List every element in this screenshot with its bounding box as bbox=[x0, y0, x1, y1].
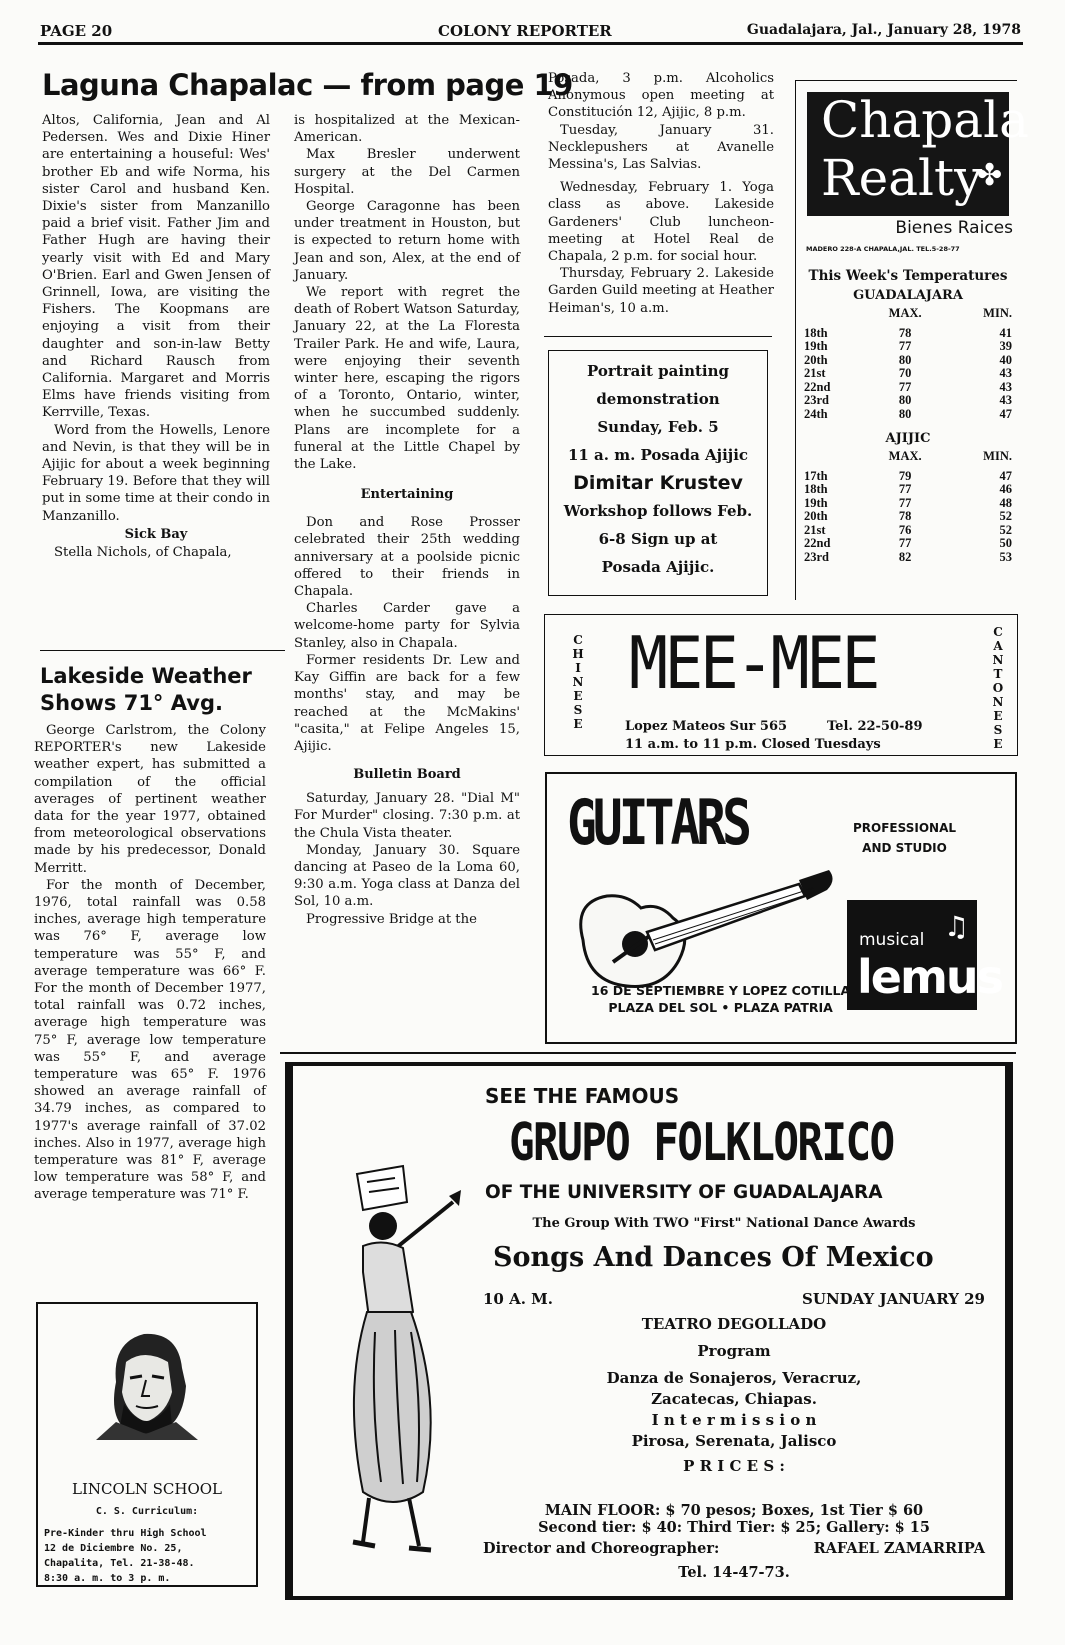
laguna-paragraph: Word from the Howells, Lenore and Nevin, is that they will be in Ajijic for about a week beginning February 19. Before that they will put in some time at their condo in Manzanillo. bbox=[42, 422, 270, 524]
column-rule bbox=[40, 650, 285, 651]
sick-bay-heading: Sick Bay bbox=[124, 526, 188, 542]
portrait-painting-ad bbox=[548, 350, 768, 596]
temp-row bbox=[804, 551, 1012, 565]
temp-row bbox=[804, 367, 1012, 381]
temp-max: 80 bbox=[898, 406, 912, 421]
folklorico-price-line: MAIN FLOOR: $ 70 pesos; Boxes, 1st Tier $ 60 bbox=[544, 1502, 924, 1519]
folklorico-director: RAFAEL ZAMARRIPA bbox=[813, 1540, 985, 1557]
bulletin-item: Saturday, January 28. "Dial M" For Murder" closing. 7:30 p.m. at the Chula Vista theater. bbox=[294, 791, 520, 841]
masthead: COLONY REPORTER bbox=[438, 22, 612, 40]
temp-max: 77 bbox=[898, 495, 912, 510]
folklorico-program-item: Pirosa, Serenata, Jalisco bbox=[631, 1432, 837, 1450]
temp-day: 19th bbox=[804, 495, 828, 510]
folklorico-program-block bbox=[463, 1314, 1005, 1477]
temp-min: 43 bbox=[999, 393, 1012, 407]
temp-max: 80 bbox=[898, 352, 912, 367]
chapala-left-rule bbox=[795, 80, 796, 600]
temp-row bbox=[804, 483, 1012, 497]
bulletin-item: Progressive Bridge at the bbox=[306, 911, 477, 927]
bulletin-heading: Bulletin Board bbox=[353, 767, 461, 783]
temp-min: 47 bbox=[999, 406, 1012, 421]
weather-article bbox=[34, 722, 266, 1204]
guitars-ad bbox=[545, 772, 1017, 1044]
temperatures-heading: This Week's Temperatures bbox=[808, 268, 1008, 284]
chapala-address: MADERO 228-A CHAPALA,JAL. TEL.5-28-77 bbox=[806, 245, 960, 253]
weather-paragraph: For the month of December, 1976, total rainfall was 0.58 inches, average high temperature was 76° F, average low temperature was 55° F, and average temperature was 66° F. For the month of December 1977, total rainfall was 0.72 inches, average high temperature was 75° F, average low temperature was 55° F, and average temperature was 65° F. 1976 showed an average rainfall of 34.79 inches, as compared to 1977's average rainfall of 37.02 inches. Also in 1977, average high temperature was 81° F, average low temperature was 58° F, and average temperature was 71° F. bbox=[34, 877, 266, 1203]
meemee-address: Lopez Mateos Sur 565 bbox=[625, 719, 788, 734]
laguna-paragraph: Don and Rose Prosser celebrated their 25th wedding anniversary at a poolside picnic offered to their friends in Chapala. bbox=[294, 515, 520, 600]
temp-max: 78 bbox=[898, 325, 912, 340]
temp-day: 23rd bbox=[804, 393, 829, 407]
column-rule bbox=[544, 336, 772, 337]
header-rule bbox=[38, 42, 1023, 45]
folklorico-intermission: I n t e r m i s s i o n bbox=[651, 1411, 817, 1429]
temp-min: 41 bbox=[999, 325, 1012, 340]
folklorico-prices bbox=[469, 1502, 999, 1536]
chapala-logo bbox=[807, 91, 1029, 216]
temp-row bbox=[804, 470, 1012, 484]
temp-row bbox=[804, 394, 1012, 408]
temp-max: 78 bbox=[898, 509, 912, 523]
bulletin-item: Posada, 3 p.m. Alcoholics Anonymous open meeting at Constitución 12, Ajijic, 8 p.m. bbox=[548, 71, 774, 121]
ajijic-temps-table bbox=[804, 450, 1012, 564]
portrait-artist: Dimitar Krustev bbox=[573, 472, 743, 494]
temp-min: 48 bbox=[999, 495, 1012, 510]
folklorico-songs: Songs And Dances Of Mexico bbox=[493, 1242, 934, 1273]
guitars-address-2: PLAZA DEL SOL • PLAZA PATRIA bbox=[608, 1000, 833, 1015]
laguna-paragraph: Former residents Dr. Lew and Kay Giffin are back for a few months' stay, and may be reached at the McMakins' "casita," at Felipe Angeles 15, Ajijic. bbox=[294, 652, 520, 754]
portrait-line: Posada Ajijic. bbox=[601, 558, 715, 576]
folklorico-program: Program bbox=[697, 1342, 771, 1360]
temp-day: 22nd bbox=[804, 379, 831, 394]
laguna-paragraph: Charles Carder gave a welcome-home party for Sylvia Stanley, also in Chapala. bbox=[294, 601, 520, 651]
meemee-logo: MEE-MEE bbox=[629, 621, 877, 705]
temp-min: 46 bbox=[999, 482, 1012, 496]
music-note-icon: ♫ bbox=[943, 910, 969, 943]
temp-min: 52 bbox=[999, 509, 1012, 523]
temp-row bbox=[804, 497, 1012, 511]
temp-min: 47 bbox=[999, 468, 1012, 483]
bulletin-item: Thursday, February 2. Lakeside Garden Guild meeting at Heather Heiman's, 10 a.m. bbox=[548, 266, 774, 316]
temp-day: 17th bbox=[804, 468, 828, 483]
temp-min: 53 bbox=[999, 549, 1012, 564]
temp-row bbox=[804, 354, 1012, 368]
lincoln-address: 12 de Diciembre No. 25, bbox=[44, 1543, 183, 1554]
temp-min: 50 bbox=[999, 536, 1012, 550]
temp-row bbox=[804, 524, 1012, 538]
folklorico-university: OF THE UNIVERSITY OF GUADALAJARA bbox=[485, 1182, 883, 1203]
headline-laguna: Laguna Chapalac — from page 19 bbox=[42, 68, 573, 102]
temp-max: 70 bbox=[898, 366, 912, 380]
temp-min: 39 bbox=[999, 339, 1012, 353]
lincoln-curriculum: C. S. Curriculum: bbox=[95, 1506, 199, 1517]
temp-row bbox=[804, 327, 1012, 341]
temp-min: 43 bbox=[999, 379, 1012, 394]
laguna-paragraph: Stella Nichols, of Chapala, bbox=[54, 544, 232, 560]
portrait-line: Portrait painting bbox=[586, 362, 730, 380]
cantonese-vertical-label: CANTONESE bbox=[992, 625, 1004, 751]
musical-lemus-brand: lemus bbox=[857, 950, 1003, 1004]
temp-row bbox=[804, 510, 1012, 524]
folklorico-program-item: Zacatecas, Chiapas. bbox=[651, 1390, 817, 1408]
portrait-line: Sunday, Feb. 5 bbox=[597, 418, 719, 436]
temp-day: 21st bbox=[804, 366, 826, 380]
flower-icon: ✤ bbox=[977, 158, 1003, 193]
laguna-paragraph: We report with regret the death of Robert Watson Saturday, January 22, at the La Floresta Trailer Park. He and wife, Laura, were enjoying their seventh winter here, escaping the rigors of a Toronto, Ontario, winter, when he succumbed suddenly. Plans are incomplete for a funeral at the Little Chapel by the Lake. bbox=[294, 285, 520, 473]
page-number: PAGE 20 bbox=[40, 22, 113, 40]
temp-max: 82 bbox=[898, 549, 912, 564]
temp-min: 43 bbox=[999, 366, 1012, 380]
bulletin-item: Wednesday, February 1. Yoga class as above. Lakeside Gardeners' Club luncheon-meeting at Hotel Real de Chapala, 2 p.m. for social hour. bbox=[548, 180, 774, 265]
folklorico-awards: The Group With TWO "First" National Dance Awards bbox=[532, 1216, 916, 1231]
chapala-top-rule bbox=[795, 80, 1017, 81]
folklorico-phone: Tel. 14-47-73. bbox=[678, 1564, 790, 1581]
weather-headline-line2: Shows 71° Avg. bbox=[40, 691, 223, 715]
temp-max: 79 bbox=[898, 468, 912, 483]
folklorico-title: GRUPO FOLKLORICO bbox=[509, 1113, 894, 1173]
temp-max: 77 bbox=[898, 482, 912, 496]
guitars-tagline-2: AND STUDIO bbox=[862, 841, 947, 855]
temp-max: 77 bbox=[898, 536, 912, 550]
chapala-subtitle: Bienes Raices bbox=[895, 218, 1013, 238]
temp-day: 20th bbox=[804, 509, 828, 523]
temp-max: 76 bbox=[898, 522, 912, 537]
lincoln-school-ad bbox=[36, 1302, 258, 1587]
laguna-column-1 bbox=[42, 112, 270, 561]
temp-row bbox=[804, 408, 1012, 422]
temp-max: 77 bbox=[898, 339, 912, 353]
folklorico-time: 10 A. M. bbox=[483, 1290, 554, 1308]
laguna-paragraph: George Caragonne has been under treatment in Houston, but is expected to return home with Jean and son, Alex, at the end of January. bbox=[294, 199, 520, 283]
temp-day: 20th bbox=[804, 352, 828, 367]
guitars-address-1: 16 DE SEPTIEMBRE Y LOPEZ COTILLA bbox=[591, 983, 851, 998]
guadalajara-heading: GUADALAJARA bbox=[853, 288, 963, 303]
bulletin-item: Monday, January 30. Square dancing at Paseo de la Loma 60, 9:30 a.m. Yoga class at Danza del Sol, 10 a.m. bbox=[294, 842, 520, 910]
dateline: Guadalajara, Jal., January 28, 1978 bbox=[746, 22, 1021, 38]
temp-row bbox=[804, 381, 1012, 395]
temp-day: 21st bbox=[804, 522, 826, 537]
laguna-paragraph: Max Bresler underwent surgery at the Del Carmen Hospital. bbox=[294, 147, 520, 197]
folklorico-price-line: Second tier: $ 40: Third Tier: $ 25; Gallery: $ 15 bbox=[538, 1519, 930, 1536]
weather-headline-line1: Lakeside Weather bbox=[40, 664, 252, 688]
folklorico-date: SUNDAY JANUARY 29 bbox=[802, 1290, 985, 1308]
lincoln-phone: Chapalita, Tel. 21-38-48. bbox=[44, 1558, 195, 1569]
grupo-folklorico-ad bbox=[285, 1062, 1013, 1600]
lincoln-grades: Pre-Kinder thru High School bbox=[44, 1528, 207, 1539]
temp-row bbox=[804, 340, 1012, 354]
guitars-tagline bbox=[853, 818, 956, 858]
meemee-ad bbox=[544, 614, 1018, 756]
max-header: MAX. bbox=[888, 449, 922, 463]
guadalajara-temps-table bbox=[804, 307, 1012, 421]
guitars-tagline-1: PROFESSIONAL bbox=[853, 821, 957, 835]
laguna-column-3 bbox=[548, 70, 774, 317]
chapala-logo-line1: Chapala bbox=[821, 91, 1029, 149]
lincoln-school-name: LINCOLN SCHOOL bbox=[71, 1480, 223, 1498]
lincoln-hours: 8:30 a. m. to 3 p. m. bbox=[44, 1573, 171, 1584]
temp-day: 18th bbox=[804, 325, 828, 340]
portrait-line: Workshop follows Feb. bbox=[563, 502, 753, 520]
guitar-icon bbox=[563, 862, 843, 1002]
laguna-paragraph: Altos, California, Jean and Al Pedersen. Wes and Dixie Hiner are entertaining a houseful: Wes' brother Eb and wife Norma, his sister Carol and husband Ken. Dixie's sister from Manzanillo paid a brief visit. Father Jim and Father Hugh are having their yearly visit with Ed and Mary O'Brien. Earl and Gwen Jensen of Grinnell, Iowa, are visiting the Fishers. The Koopmans are enjoying a visit from their daughter and son-in-law Betty and Richard Rausch from California. Margaret and Morris Elms have friends visiting from Kerrville, Texas. bbox=[42, 113, 270, 421]
temp-row bbox=[804, 537, 1012, 551]
bulletin-item: Tuesday, January 31. Necklepushers at Avanelle Messina's, Las Salvias. bbox=[548, 122, 774, 173]
portrait-line: 11 a. m. Posada Ajijic bbox=[567, 446, 749, 464]
chapala-logo-line2: Realty bbox=[821, 149, 983, 207]
guitars-title: GUITARS bbox=[567, 786, 749, 859]
temp-max: 77 bbox=[898, 379, 912, 394]
ajijic-heading: AJIJIC bbox=[885, 431, 931, 446]
guitars-address bbox=[591, 982, 850, 1016]
musical-lemus-top: musical bbox=[859, 930, 925, 950]
temp-day: 22nd bbox=[804, 536, 831, 550]
lincoln-portrait-icon bbox=[86, 1322, 206, 1440]
portrait-line: demonstration bbox=[596, 390, 720, 408]
laguna-column-2 bbox=[294, 112, 520, 928]
portrait-line: 6-8 Sign up at bbox=[598, 530, 718, 548]
folklorico-director-label: Director and Choreographer: bbox=[483, 1540, 720, 1557]
temp-day: 23rd bbox=[804, 549, 829, 564]
laguna-paragraph: is hospitalized at the Mexican-American. bbox=[294, 113, 520, 146]
temp-day: 18th bbox=[804, 482, 828, 496]
section-rule bbox=[280, 1052, 1016, 1054]
temp-min: 52 bbox=[999, 522, 1012, 537]
folklorico-venue: TEATRO DEGOLLADO bbox=[641, 1315, 827, 1333]
min-header: MIN. bbox=[983, 306, 1012, 320]
chinese-vertical-label: CHINESE bbox=[572, 633, 584, 731]
entertaining-heading: Entertaining bbox=[360, 487, 454, 503]
weather-paragraph: George Carlstrom, the Colony REPORTER's new Lakeside weather expert, has submitted a compilation of the official averages of pertinent weather data for the year 1977, obtained from meteorological observations made by his predecessor, Donald Merritt. bbox=[34, 723, 266, 876]
weather-headline bbox=[40, 663, 252, 717]
folklorico-program-item: Danza de Sonajeros, Veracruz, bbox=[606, 1369, 862, 1387]
min-header: MIN. bbox=[983, 449, 1012, 463]
temp-day: 24th bbox=[804, 406, 828, 421]
folklorico-prices-heading: P R I C E S : bbox=[683, 1457, 785, 1475]
temp-day: 19th bbox=[804, 339, 828, 353]
meemee-hours: 11 a.m. to 11 p.m. Closed Tuesdays bbox=[625, 737, 881, 752]
meemee-phone: Tel. 22-50-89 bbox=[827, 719, 923, 734]
folklorico-see: SEE THE FAMOUS bbox=[485, 1084, 680, 1108]
temp-min: 40 bbox=[999, 352, 1012, 367]
musical-lemus-logo bbox=[847, 900, 1003, 1010]
max-header: MAX. bbox=[888, 306, 922, 320]
temperatures-section bbox=[804, 268, 1012, 564]
temp-max: 80 bbox=[898, 393, 912, 407]
lincoln-details bbox=[44, 1526, 207, 1586]
